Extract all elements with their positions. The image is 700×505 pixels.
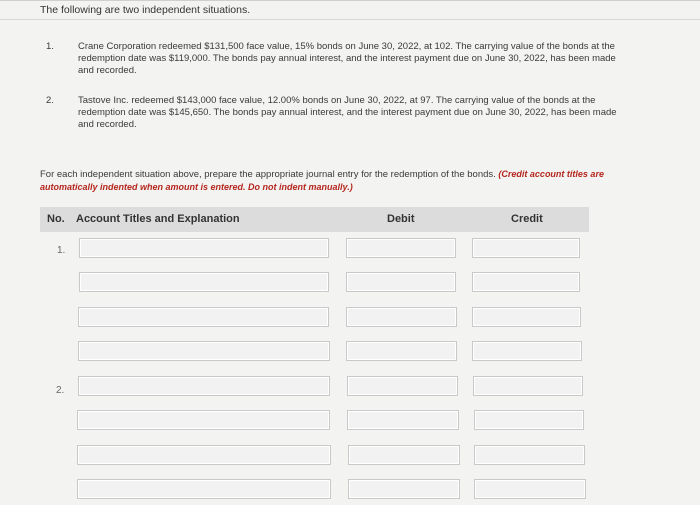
heading-divider: [0, 19, 700, 20]
entry-1-row-4-credit-input[interactable]: [472, 341, 582, 361]
problem-heading: The following are two independent situations.: [40, 4, 251, 16]
entry-2-row-1-credit-input[interactable]: [473, 376, 583, 396]
top-border: [0, 0, 700, 1]
entry-2-number: 2.: [56, 385, 65, 396]
entry-1-row-1-credit-input[interactable]: [472, 238, 580, 258]
entry-2-row-4-account-input[interactable]: [77, 479, 331, 499]
column-header-debit: Debit: [387, 213, 415, 225]
entry-2-row-3-account-input[interactable]: [77, 445, 331, 465]
column-header-account: Account Titles and Explanation: [76, 213, 240, 225]
entry-2-row-2-debit-input[interactable]: [347, 410, 459, 430]
journal-table-header: [40, 207, 589, 232]
entry-1-number: 1.: [57, 245, 66, 256]
entry-1-row-3-debit-input[interactable]: [346, 307, 457, 327]
entry-1-row-1-debit-input[interactable]: [346, 238, 456, 258]
entry-1-row-4-debit-input[interactable]: [346, 341, 457, 361]
entry-2-row-2-account-input[interactable]: [77, 410, 330, 430]
entry-1-row-2-debit-input[interactable]: [346, 272, 456, 292]
situation-1-number: 1.: [46, 41, 54, 52]
entry-1-row-3-account-input[interactable]: [78, 307, 329, 327]
instruction: [40, 168, 650, 194]
entry-1-row-2-credit-input[interactable]: [472, 272, 580, 292]
entry-1-row-2-account-input[interactable]: [79, 272, 329, 292]
entry-2-row-1-debit-input[interactable]: [347, 376, 458, 396]
entry-2-row-4-debit-input[interactable]: [348, 479, 460, 499]
instruction-text: For each independent situation above, prepare the appropriate journal entry for the redemption of the bonds.: [40, 169, 496, 180]
entry-1-row-1-account-input[interactable]: [79, 238, 329, 258]
entry-1-row-3-credit-input[interactable]: [472, 307, 581, 327]
entry-2-row-3-credit-input[interactable]: [474, 445, 585, 465]
entry-1-row-4-account-input[interactable]: [78, 341, 330, 361]
situation-2-number: 2.: [46, 95, 54, 106]
column-header-credit: Credit: [511, 213, 543, 225]
situation-1-text: Crane Corporation redeemed $131,500 face value, 15% bonds on June 30, 2022, at 102. The carrying value of the bonds at the redemption date was $119,000. The bonds pay annual interest, and the interest payment due on June 30, 2022, has been made and recorded.: [78, 41, 616, 76]
entry-2-row-4-credit-input[interactable]: [474, 479, 586, 499]
column-header-no: No.: [47, 213, 65, 225]
entry-2-row-3-debit-input[interactable]: [348, 445, 460, 465]
entry-2-row-1-account-input[interactable]: [78, 376, 330, 396]
situation-2-text: Tastove Inc. redeemed $143,000 face value, 12.00% bonds on June 30, 2022, at 97. The carrying value of the bonds at the redemption date was $145,650. The bonds pay annual interest, and the interest payment due on June 30, 2022, has been made and recorded.: [78, 95, 617, 130]
entry-2-row-2-credit-input[interactable]: [474, 410, 584, 430]
instruction-note: (Credit account titles are automatically indented when amount is entered. Do not indent manually.): [40, 169, 604, 192]
